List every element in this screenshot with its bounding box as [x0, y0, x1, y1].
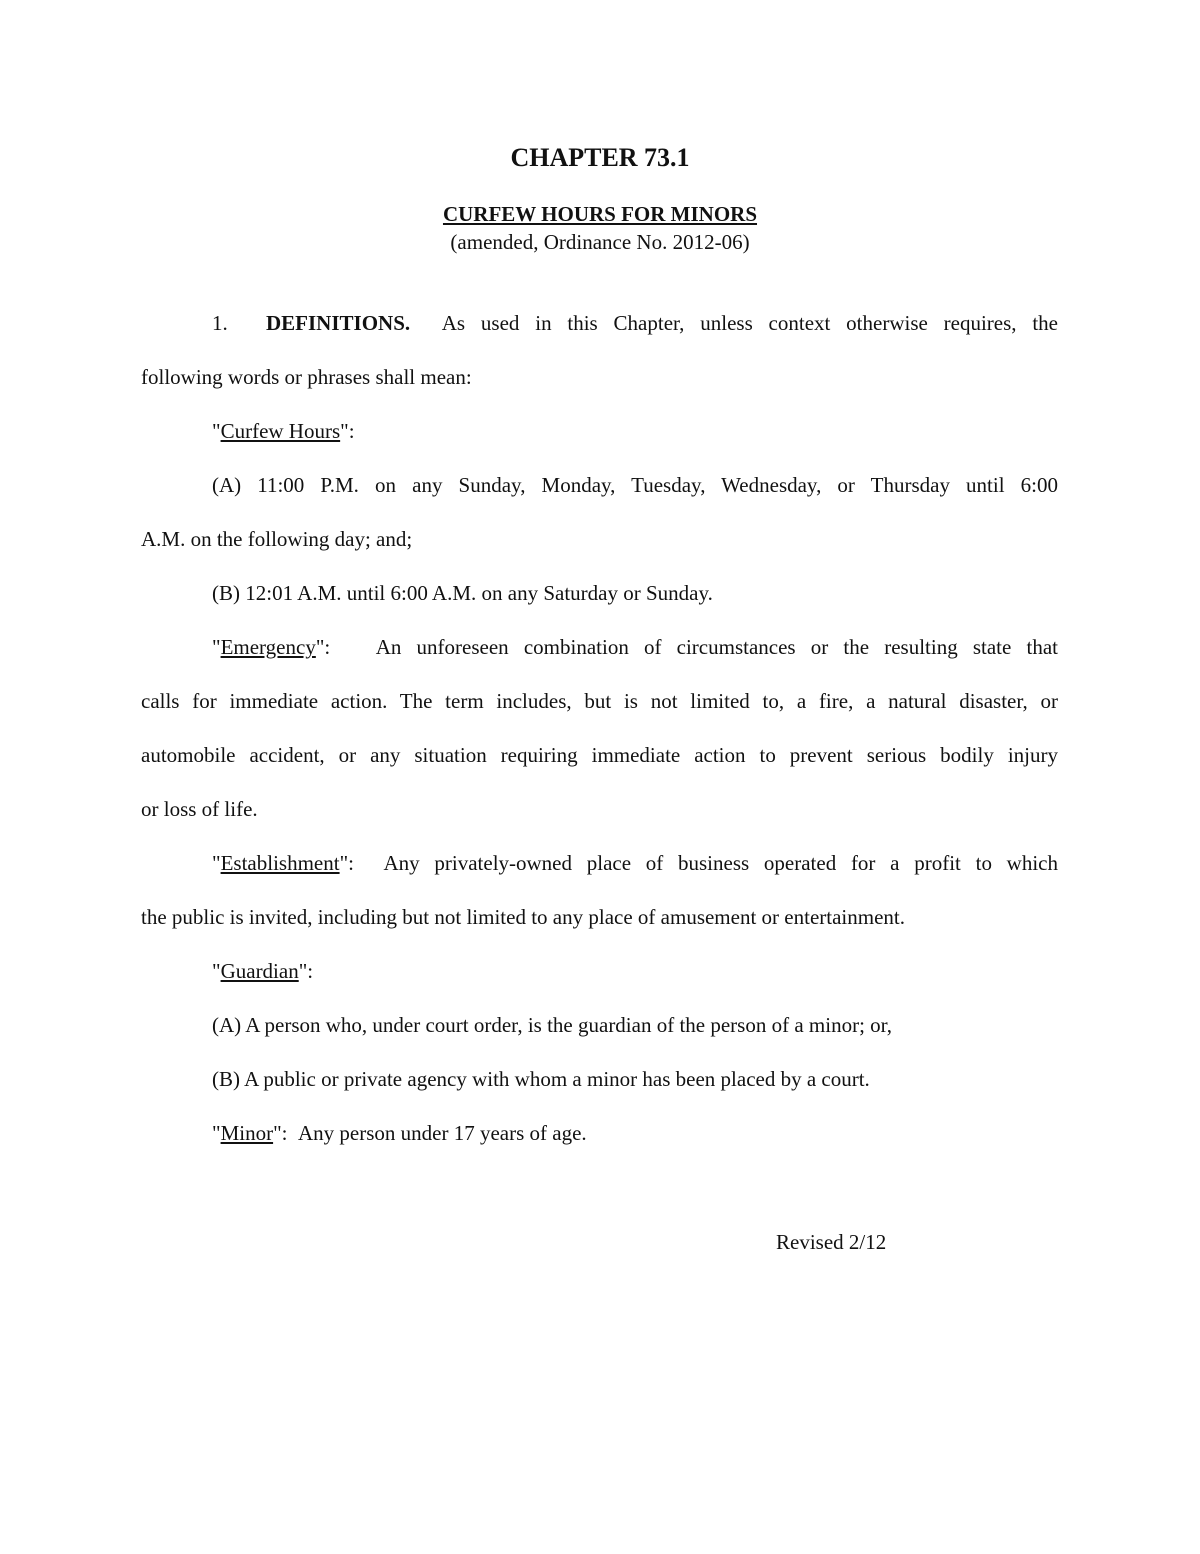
section-intro-line-2: following words or phrases shall mean: — [141, 365, 472, 389]
definition-establishment-line-1: "Establishment": Any privately-owned place of business operated for a profit to which — [212, 851, 1059, 875]
definition-minor: "Minor": Any person under 17 years of age. — [212, 1121, 587, 1145]
section-heading: DEFINITIONS. — [266, 311, 411, 335]
curfew-hours-item-a-line-2: A.M. on the following day; and; — [141, 527, 413, 551]
section-intro-text: As used in this Chapter, unless context otherwise requires, the — [441, 311, 1059, 335]
guardian-item-a: (A) A person who, under court order, is the guardian of the person of a minor; or, — [212, 1013, 893, 1037]
definition-emergency-line-1: "Emergency": An unforeseen combination of circumstances or the resulting state that — [212, 635, 1058, 659]
definition-term-guardian: "Guardian": — [212, 959, 314, 983]
revision-note: Revised 2/12 — [776, 1230, 887, 1254]
definition-emergency-line-2: calls for immediate action. The term includes, but is not limited to, a fire, a natural disaster, or — [141, 689, 1058, 713]
curfew-hours-item-a-line-1: (A) 11:00 P.M. on any Sunday, Monday, Tuesday, Wednesday, or Thursday until 6:00 — [212, 473, 1058, 497]
chapter-title: CHAPTER 73.1 — [510, 143, 690, 172]
section-intro-line-1 — [212, 310, 1058, 336]
chapter-subtitle: CURFEW HOURS FOR MINORS — [442, 202, 758, 226]
definition-emergency-line-4: or loss of life. — [141, 797, 258, 821]
definition-term-emergency: "Emergency": — [212, 635, 331, 659]
section-number: 1. — [212, 311, 228, 335]
definition-term-curfew-hours: "Curfew Hours": — [212, 419, 355, 443]
definition-term-establishment: "Establishment": — [212, 851, 354, 875]
definition-emergency-line-3: automobile accident, or any situation requiring immediate action to prevent serious bodily injury — [141, 743, 1058, 767]
definition-establishment-line-2: the public is invited, including but not limited to any place of amusement or entertainment. — [141, 905, 905, 929]
curfew-hours-item-b: (B) 12:01 A.M. until 6:00 A.M. on any Saturday or Sunday. — [212, 581, 713, 605]
amendment-note: (amended, Ordinance No. 2012-06) — [450, 230, 750, 254]
guardian-item-b: (B) A public or private agency with whom a minor has been placed by a court. — [212, 1067, 870, 1091]
definition-term-minor: "Minor": — [212, 1121, 288, 1145]
